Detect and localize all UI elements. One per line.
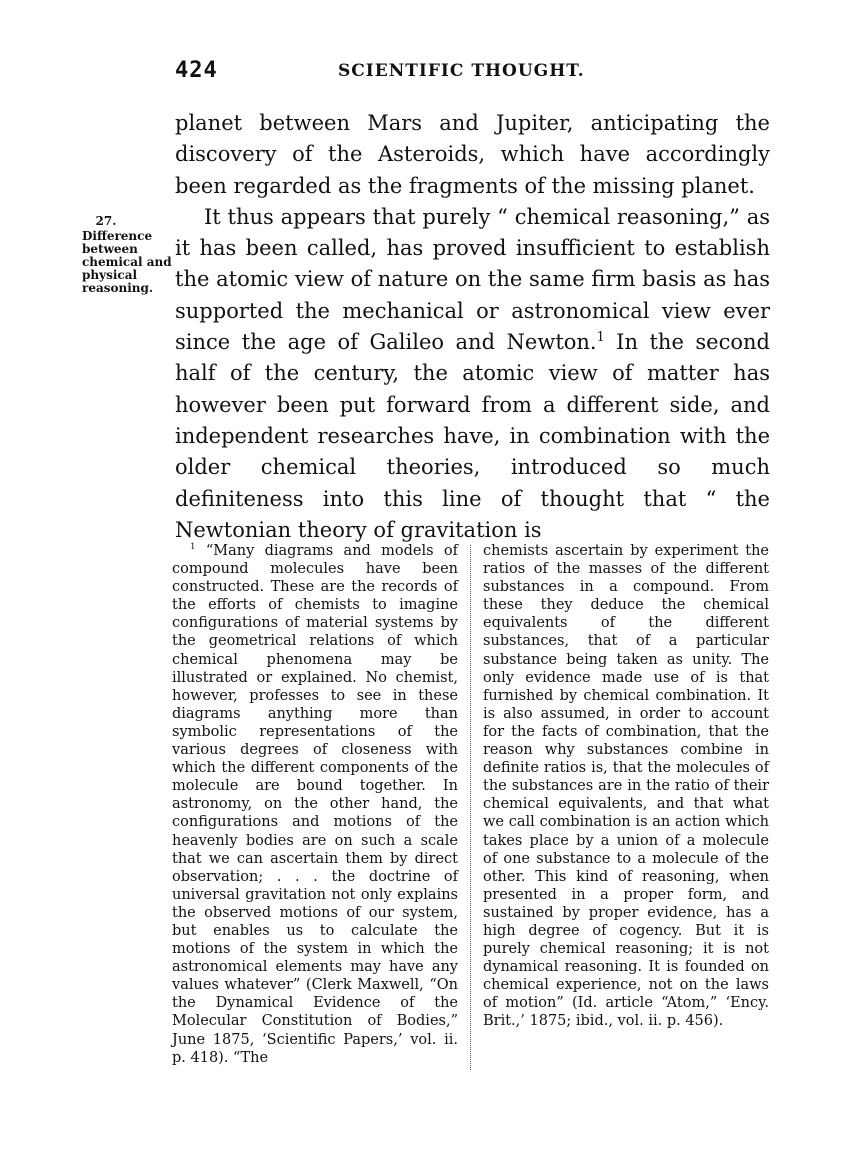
margin-note-text: Difference between chemical and physical reasoning. xyxy=(82,229,172,295)
margin-note-number: 27. xyxy=(95,214,117,228)
footnote-reference: 1 xyxy=(596,329,605,345)
paragraph-2-part-a: It thus appears that purely “ chemical reasoning,” as it has been called, has proved insufficient to establish the atomic view of nature on the same firm basis as has supported the mechanical or astronomical view ever since the age of Galileo and Newton. xyxy=(175,204,770,355)
footnote-left-text xyxy=(172,542,458,1067)
footnote-column-right xyxy=(483,542,769,1031)
paragraph-2 xyxy=(175,202,770,546)
page-header xyxy=(175,58,770,88)
page-number: 424 xyxy=(175,58,218,83)
column-divider xyxy=(470,545,471,1070)
paragraph-1: planet between Mars and Jupiter, anticipating the discovery of the Asteroids, which have accordingly been regarded as the fragments of the missing planet. xyxy=(175,111,770,198)
margin-note xyxy=(82,215,174,295)
paragraph-2-part-b: In the second half of the century, the atomic view of matter has however been put forward from a different side, and independent researches have, in combination with the older chemical theories, introduced so much definiteness into this line of thought that “ the Newtonian theory of gravitation is xyxy=(175,330,770,542)
main-text xyxy=(175,108,770,546)
footnote-column-left xyxy=(172,542,458,1067)
footnote-marker: 1 xyxy=(190,542,196,553)
footnote-right-text: chemists ascertain by experiment the ratios of the masses of the different substances in a compound. From these they deduce the chemical equivalents of the different substances, that of a particular substance being taken as unity. The only evidence made use of is that furnished by chemical combination. It is also assumed, in order to account for the facts of combination, that the reason why substances combine in definite ratios is, that the molecules of the substances are in the ratio of their chemical equivalents, and that what we call combination is an action which takes place by a union of a molecule of one substance to a molecule of the other. This kind of reasoning, when presented in a proper form, and sustained by proper evidence, has a high degree of cogency. But it is purely chemical reasoning; it is not dynamical reasoning. It is founded on chemical experience, not on the laws of motion” (Id. article “Atom,” ‘Ency. Brit.,’ 1875; ibid., vol. ii. p. 456). xyxy=(483,543,769,1030)
running-head: SCIENTIFIC THOUGHT. xyxy=(338,61,585,81)
footnote-left-body: “Many diagrams and models of compound molecules have been constructed. These are the records of the efforts of chemists to imagine configurations of material systems by the geometrical relations of which chemical phenomena may be illustrated or explained. No chemist, however, professes to see in these diagrams anything more than symbolic representations of the various degrees of closeness with which the different components of the molecule are bound together. In astronomy, on the other hand, the configurations and motions of the heavenly bodies are on such a scale that we can ascertain them by direct observation; . . . the doctrine of universal gravitation not only explains the observed motions of our system, but enables us to calculate the motions of the system in which the astronomical elements may have any values whatever” (Clerk Maxwell, “On the Dynamical Evidence of the Molecular Constitution of Bodies,” June 1875, ‘Scientific Papers,’ vol. ii. p. 418). “The xyxy=(172,543,458,1066)
